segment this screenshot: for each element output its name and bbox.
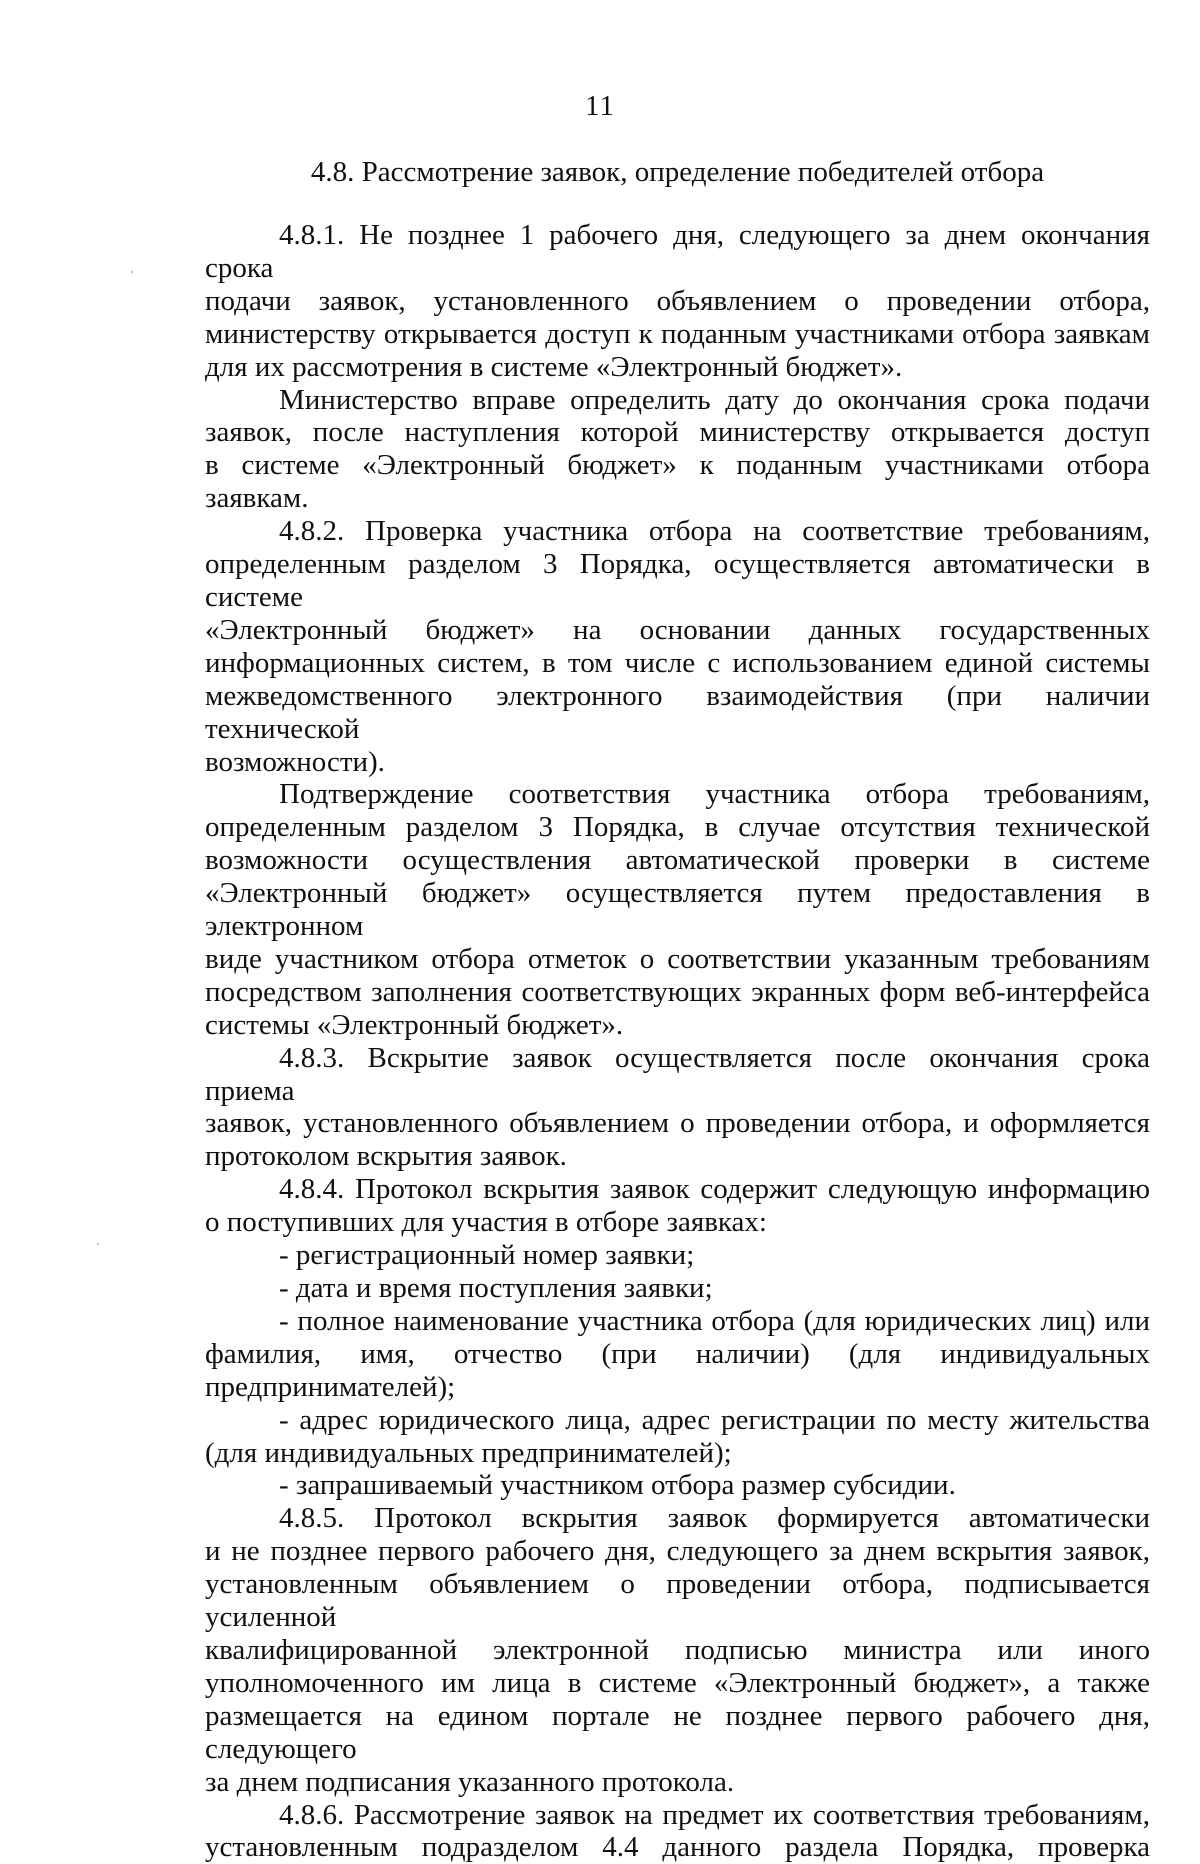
paragraph xyxy=(205,1799,1150,1864)
paragraph xyxy=(205,515,1150,778)
paragraph-line: возможности). xyxy=(205,746,1150,779)
paragraph xyxy=(205,778,1150,1041)
paragraph xyxy=(205,1173,1150,1239)
paragraph-line: определенным разделом 3 Порядка, осуществляется автоматически в системе xyxy=(205,548,1150,614)
paragraph-line: Министерство вправе определить дату до окончания срока подачи xyxy=(205,384,1150,417)
paragraph-line: - дата и время поступления заявки; xyxy=(205,1272,1150,1305)
paragraph-line: установленным подразделом 4.4 данного раздела Порядка, проверка xyxy=(205,1831,1150,1864)
paragraph-line: «Электронный бюджет» осуществляется путем предоставления в электронном xyxy=(205,877,1150,943)
paragraph-line: для их рассмотрения в системе «Электронный бюджет». xyxy=(205,351,1150,384)
paragraph-line: уполномоченного им лица в системе «Электронный бюджет», а также xyxy=(205,1667,1150,1700)
paragraph-line: 4.8.5. Протокол вскрытия заявок формируется автоматически xyxy=(205,1502,1150,1535)
paragraph xyxy=(205,1305,1150,1404)
paragraph-line: министерству открывается доступ к поданным участниками отбора заявкам xyxy=(205,318,1150,351)
paragraph-line: Подтверждение соответствия участника отбора требованиям, xyxy=(205,778,1150,811)
paragraph-line: - адрес юридического лица, адрес регистрации по месту жительства xyxy=(205,1404,1150,1437)
paragraph-line: посредством заполнения соответствующих экранных форм веб-интерфейса xyxy=(205,976,1150,1009)
paragraph-line: протоколом вскрытия заявок. xyxy=(205,1140,1150,1173)
paragraph-line: о поступивших для участия в отборе заявках: xyxy=(205,1206,1150,1239)
paragraph xyxy=(205,219,1150,384)
paragraph-line: размещается на едином портале не позднее первого рабочего дня, следующего xyxy=(205,1700,1150,1766)
paragraph-line: определенным разделом 3 Порядка, в случае отсутствия технической xyxy=(205,811,1150,844)
paragraph-line: - регистрационный номер заявки; xyxy=(205,1239,1150,1272)
paragraph xyxy=(205,1502,1150,1798)
paragraph-line: возможности осуществления автоматической проверки в системе xyxy=(205,844,1150,877)
section-title: 4.8. Рассмотрение заявок, определение победителей отбора xyxy=(205,154,1150,190)
paragraph xyxy=(205,1272,1150,1305)
paragraph-line: - полное наименование участника отбора (для юридических лиц) или xyxy=(205,1305,1150,1338)
paragraph xyxy=(205,1469,1150,1502)
paragraph-line: - запрашиваемый участником отбора размер субсидии. xyxy=(205,1469,1150,1502)
paragraph xyxy=(205,1042,1150,1174)
paragraph-line: установленным объявлением о проведении отбора, подписывается усиленной xyxy=(205,1568,1150,1634)
paragraph-line: (для индивидуальных предпринимателей); xyxy=(205,1437,1150,1470)
paragraph-line: межведомственного электронного взаимодействия (при наличии технической xyxy=(205,680,1150,746)
paragraph xyxy=(205,1404,1150,1470)
paragraph-line: виде участником отбора отметок о соответствии указанным требованиям xyxy=(205,943,1150,976)
paragraph-line: 4.8.2. Проверка участника отбора на соответствие требованиям, xyxy=(205,515,1150,548)
paragraph-line: заявок, установленного объявлением о проведении отбора, и оформляется xyxy=(205,1107,1150,1140)
paragraph-line: информационных систем, в том числе с использованием единой системы xyxy=(205,647,1150,680)
paragraph-line: в системе «Электронный бюджет» к поданным участниками отбора заявкам. xyxy=(205,449,1150,515)
paragraph-line: 4.8.4. Протокол вскрытия заявок содержит следующую информацию xyxy=(205,1173,1150,1206)
paragraph-line: и не позднее первого рабочего дня, следующего за днем вскрытия заявок, xyxy=(205,1535,1150,1568)
paragraph xyxy=(205,1239,1150,1272)
paragraph xyxy=(205,384,1150,516)
paragraph-line: заявок, после наступления которой министерству открывается доступ xyxy=(205,416,1150,449)
paragraph-line: 4.8.6. Рассмотрение заявок на предмет их соответствия требованиям, xyxy=(205,1799,1150,1832)
paragraph-line: системы «Электронный бюджет». xyxy=(205,1009,1150,1042)
page-number: 11 xyxy=(0,88,1200,124)
paragraph-line: 4.8.1. Не позднее 1 рабочего дня, следующего за днем окончания срока xyxy=(205,219,1150,285)
paragraph-line: предпринимателей); xyxy=(205,1371,1150,1404)
scan-speck xyxy=(131,271,133,273)
paragraph-line: подачи заявок, установленного объявлением о проведении отбора, xyxy=(205,285,1150,318)
paragraph-line: «Электронный бюджет» на основании данных государственных xyxy=(205,614,1150,647)
document-body xyxy=(205,219,1150,1864)
paragraph-line: 4.8.3. Вскрытие заявок осуществляется после окончания срока приема xyxy=(205,1042,1150,1108)
paragraph-line: квалифицированной электронной подписью министра или иного xyxy=(205,1634,1150,1667)
scan-speck xyxy=(97,1243,99,1245)
paragraph-line: фамилия, имя, отчество (при наличии) (для индивидуальных xyxy=(205,1338,1150,1371)
paragraph-line: за днем подписания указанного протокола. xyxy=(205,1766,1150,1799)
